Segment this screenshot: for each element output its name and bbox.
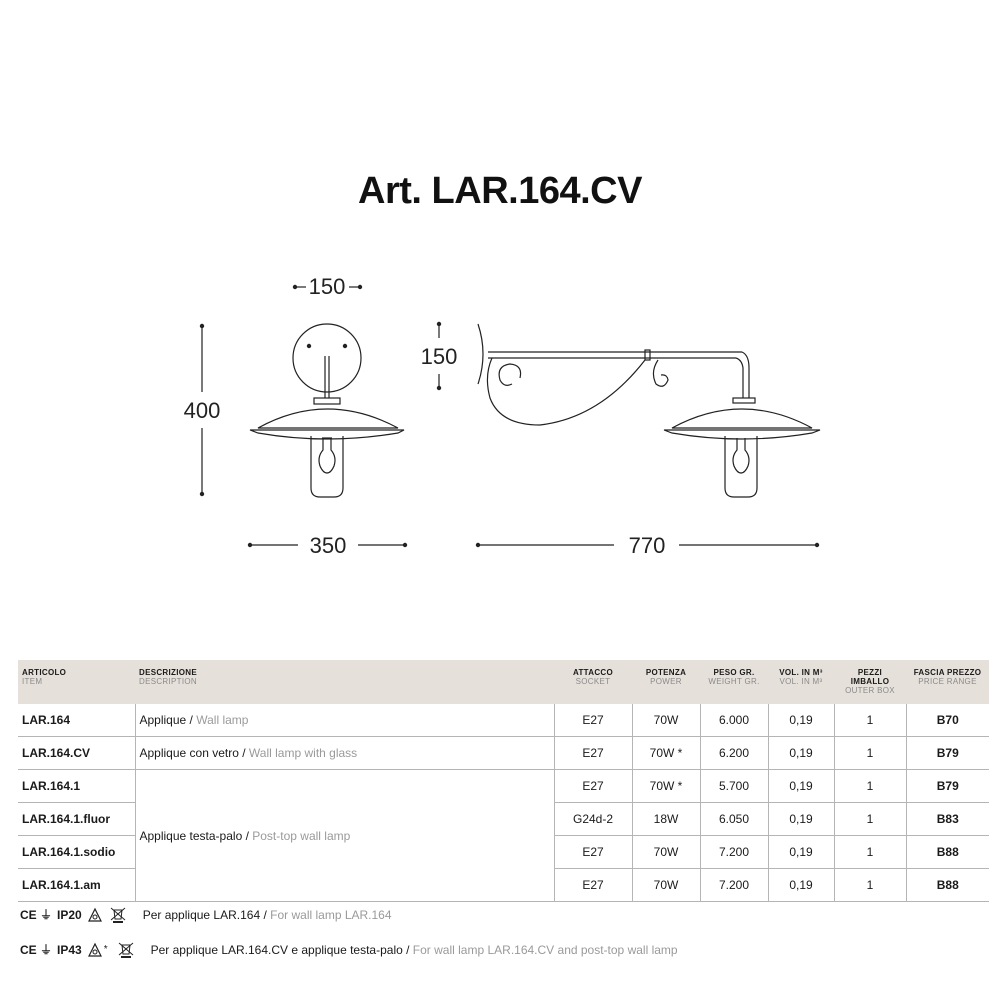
dim-height: 400 xyxy=(183,398,221,423)
lamp-safety-icon xyxy=(87,942,103,958)
ce-earth-mark-icon: CE ⏚ xyxy=(20,943,53,957)
header-description: DESCRIZIONE DESCRIPTION xyxy=(135,660,554,704)
certification-note: Per applique LAR.164 / For wall lamp LAR.164 xyxy=(142,907,392,922)
dim-base-width: 350 xyxy=(309,533,347,558)
certification-note: Per applique LAR.164.CV e applique testa-palo / For wall lamp LAR.164.CV and post-top wall lamp xyxy=(150,942,678,957)
spec-table xyxy=(18,660,989,902)
header-price-range: FASCIA PREZZO PRICE RANGE xyxy=(906,660,989,704)
lamp-safety-icon xyxy=(87,907,103,923)
table-row: LAR.164 Applique / Wall lamp E27 70W 6.000 0,19 1 B70 xyxy=(18,704,989,737)
weee-bin-icon xyxy=(117,942,135,958)
table-row: LAR.164.1.am E27 70W 7.200 0,19 1 B88 xyxy=(18,869,989,902)
ip-rating: IP43 xyxy=(57,942,82,957)
dim-plate-height: 150 xyxy=(420,344,458,369)
header-outer-box: PEZZI IMBALLO OUTER BOX xyxy=(834,660,906,704)
ce-earth-mark-icon: CE ⏚ xyxy=(20,908,53,922)
certification-row-ip43 xyxy=(20,941,678,958)
dim-top-width: 150 xyxy=(308,274,346,299)
ip-rating: IP20 xyxy=(57,907,82,922)
table-row: LAR.164.CV Applique con vetro / Wall lamp with glass E27 70W * 6.200 0,19 1 B79 xyxy=(18,737,989,770)
page-title: Art. LAR.164.CV xyxy=(358,170,642,212)
table-header-row xyxy=(18,660,989,704)
weee-bin-icon xyxy=(109,907,127,923)
side-view-lamp xyxy=(478,324,820,497)
footnote-star: * xyxy=(103,944,108,955)
header-item: ARTICOLO ITEM xyxy=(18,660,135,704)
header-socket: ATTACCO SOCKET xyxy=(554,660,632,704)
header-volume: VOL. IN M³ VOL. IN M³ xyxy=(768,660,834,704)
header-weight: PESO GR. WEIGHT GR. xyxy=(700,660,768,704)
table-row: LAR.164.1.fluor G24d-2 18W 6.050 0,19 1 B83 xyxy=(18,803,989,836)
table-row: LAR.164.1.sodio E27 70W 7.200 0,19 1 B88 xyxy=(18,836,989,869)
front-view-lamp xyxy=(250,324,404,497)
dim-total-length: 770 xyxy=(628,533,666,558)
table-row: LAR.164.1 Applique testa-palo / Post-top wall lamp E27 70W * 5.700 0,19 1 B79 xyxy=(18,770,989,803)
certification-row-ip20 xyxy=(20,906,392,923)
header-power: POTENZA POWER xyxy=(632,660,700,704)
